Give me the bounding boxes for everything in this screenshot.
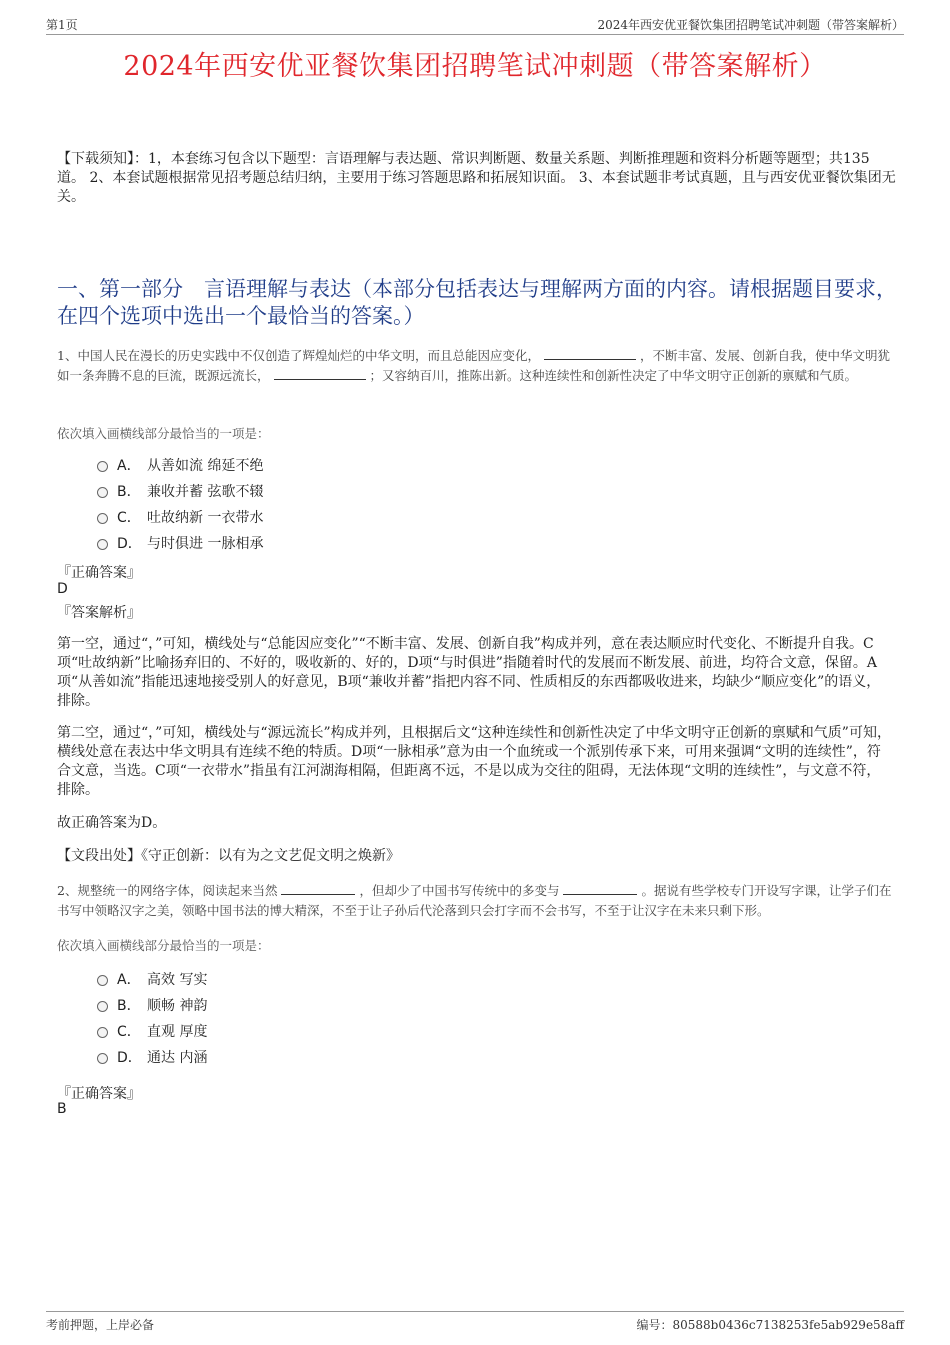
option-text: 高效 写实 [147,972,208,988]
option-letter: D． [117,1050,142,1066]
option-letter: A． [117,972,141,988]
radio-icon[interactable] [97,975,108,986]
question-1-option-c[interactable] [97,507,263,529]
question-1-instruction: 依次填入画横线部分最恰当的一项是： [57,426,270,441]
option-text: 从善如流 绵延不绝 [147,458,264,474]
question-1-stem-part: ，不断丰富、发展、创新自我，使中华文明犹如一条奔腾不息的巨流，既源远流长， [57,348,890,383]
analysis-paragraph: 第一空，通过“，”可知，横线处与“总能因应变化”“不断丰富、发展、创新自我”构成并列，意在表达顺应时代变化、不断提升自我。C项“吐故纳新”比喻扬弃旧的、不好的，吸收新的、好的，D项“与时俱进”指随着时代的发展而不断发展、前进，均符合文意，保留。A项“从善如流”指能迅速地接受别人的好意见，B项“兼收并蓄”指把内容不同、性质相反的东西都吸收进来，均缺少“顺应变化”的语义，排除。 [57,636,881,709]
analysis-conclusion: 故正确答案为D。 [57,815,167,831]
option-text: 兼收并蓄 弦歌不辍 [147,484,264,500]
radio-icon[interactable] [97,1053,108,1064]
footer-code-value: 80588b0436c7138253fe5ab929e58aff [672,1318,904,1332]
option-letter: C． [117,510,141,526]
option-text: 通达 内涵 [147,1050,208,1066]
header-doc-title: 2024年西安优亚餐饮集团招聘笔试冲刺题（带答案解析） [597,18,904,32]
question-2-stem [57,881,893,921]
radio-icon[interactable] [97,539,108,550]
question-2-option-b[interactable] [97,995,207,1017]
option-letter: B． [117,998,141,1014]
download-notice: 【下载须知】：1，本套练习包含以下题型：言语理解与表达题、常识判断题、数量关系题、判断推理题和资料分析题等题型；共135道。 2、本套试题根据常见招考题总结归纳，主要用于练习答题思路和拓展知识面。 3、本套试题非考试真题，且与西安优亚餐饮集团无关。 [57,151,896,205]
option-letter: A． [117,458,141,474]
radio-icon[interactable] [97,1027,108,1038]
radio-icon[interactable] [97,487,108,498]
question-2-stem-part: ，但却少了中国书写传统中的多变与 [359,883,560,898]
page-number: 第1页 [46,18,78,32]
radio-icon[interactable] [97,513,108,524]
question-2-stem-part: 。据说有些学校专门开设写字课，让学子们在书写中领略汉字之美，领略中国书法的博大精深，不至于让子孙后代沦落到只会打字而不会书写，不至于让汉字在未来只剩下形。 [57,883,892,918]
fill-blank [563,882,637,895]
answer-value: D [57,581,68,597]
answer-value: B [57,1101,67,1117]
option-letter: D． [117,536,142,552]
answer-label: 『正确答案』 [57,1086,141,1102]
document-title: 2024年西安优亚餐饮集团招聘笔试冲刺题（带答案解析） [123,51,827,82]
footer-code-label: 编号： [636,1318,673,1332]
analysis-paragraph: 第二空，通过“，”可知，横线处与“源远流长”构成并列，且根据后文“这种连续性和创新性决定了中华文明守正创新的禀赋和气质”可知，横线处意在表达中华文明具有连续不绝的特质。D项“一脉相承”意为由一个血统或一个派别传承下来，可用来强调“文明的连续性”，符合文意，当选。C项“一衣带水”指虽有江河湖海相隔，但距离不远，不是以成为交往的阻碍，无法体现“文明的连续性”，与文意不符，排除。 [57,725,891,798]
question-1-option-b[interactable] [97,481,263,503]
question-2-option-a[interactable] [97,969,207,991]
text-source: 【文段出处】《守正创新：以有为之文艺促文明之焕新》 [57,848,400,864]
question-2-stem-part: 2、规整统一的网络字体，阅读起来当然 [57,883,278,898]
option-text: 与时俱进 一脉相承 [147,536,264,552]
question-2-instruction: 依次填入画横线部分最恰当的一项是： [57,938,270,953]
radio-icon[interactable] [97,461,108,472]
question-2-option-d[interactable] [97,1047,207,1069]
option-letter: C． [117,1024,141,1040]
fill-blank [544,347,636,360]
footer-slogan: 考前押题，上岸必备 [46,1318,155,1332]
option-letter: B． [117,484,141,500]
option-text: 顺畅 神韵 [147,998,208,1014]
fill-blank [274,367,366,380]
question-1-option-a[interactable] [97,455,263,477]
section-title: 一、第一部分 言语理解与表达（本部分包括表达与理解两方面的内容。请根据题目要求，在四个选项中选出一个最恰当的答案。） [57,277,897,328]
question-2-option-c[interactable] [97,1021,207,1043]
option-text: 直观 厚度 [147,1024,208,1040]
question-1-stem-part: 1、中国人民在漫长的历史实践中不仅创造了辉煌灿烂的中华文明，而且总能因应变化， [57,348,540,363]
question-1-option-d[interactable] [97,533,263,555]
question-1-stem-part: ；又容纳百川，推陈出新。这种连续性和创新性决定了中华文明守正创新的禀赋和气质。 [369,368,858,383]
radio-icon[interactable] [97,1001,108,1012]
fill-blank [281,882,355,895]
footer-code [636,1316,904,1333]
analysis-label: 『答案解析』 [57,605,141,621]
page-header [46,16,904,35]
option-text: 吐故纳新 一衣带水 [147,510,264,526]
question-1-stem [57,346,893,386]
answer-label: 『正确答案』 [57,565,141,581]
page-footer [46,1311,904,1332]
